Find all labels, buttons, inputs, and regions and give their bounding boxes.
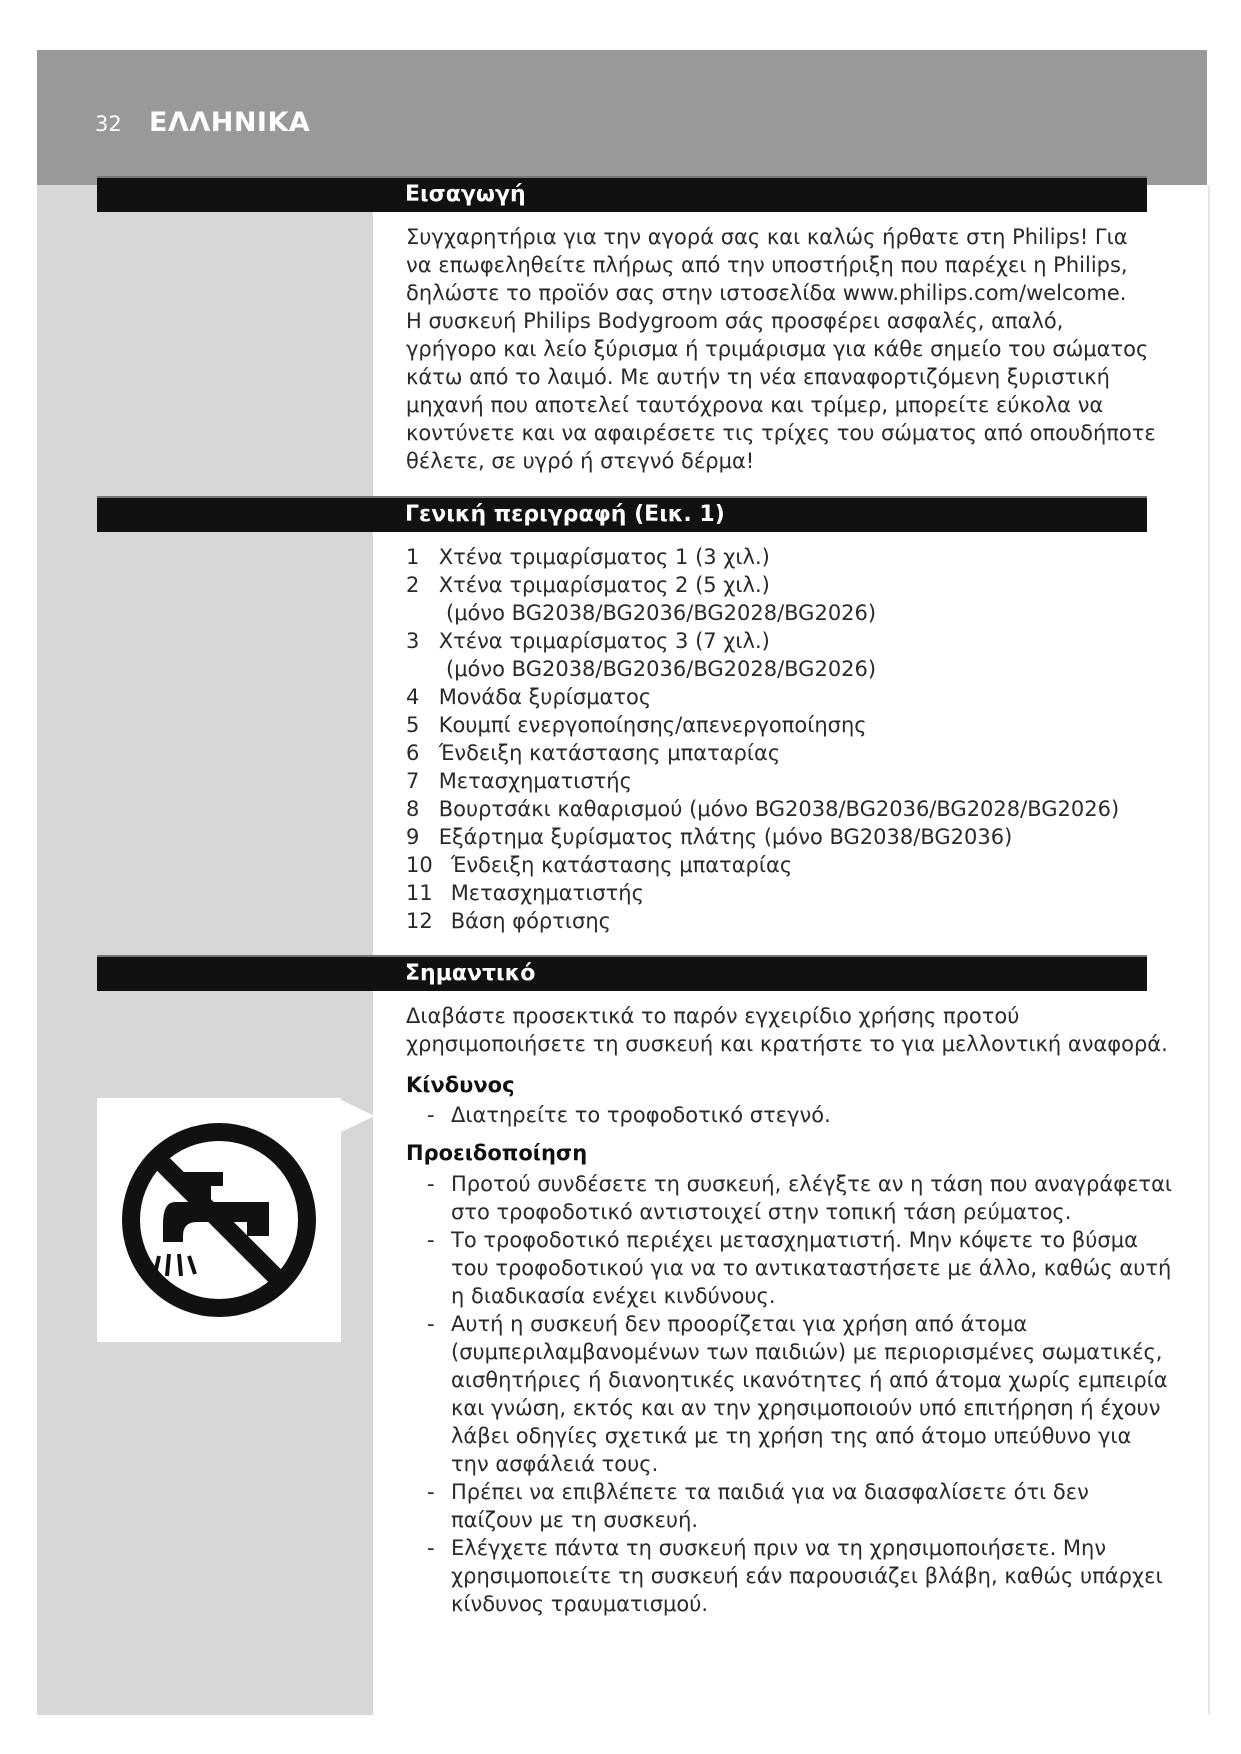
danger-list	[406, 1101, 1151, 1129]
list-item: 3 Χτένα τριμαρίσματος 3 (7 χιλ.)	[406, 629, 770, 653]
no-water-tap-icon	[97, 1098, 341, 1342]
list-item: 8 Βουρτσάκι καθαρισμού (μόνο BG2038/BG2036/BG2028/BG2026)	[406, 797, 1120, 821]
warning-symbol-box	[97, 1098, 341, 1342]
section-title-intro: Εισαγωγή	[405, 182, 526, 207]
list-item: 12 Βάση φόρτισης	[406, 909, 611, 933]
list-item: 10 Ένδειξη κατάστασης μπαταρίας	[406, 853, 793, 877]
list-item: 2 Χτένα τριμαρίσματος 2 (5 χιλ.)	[406, 573, 770, 597]
important-intro	[406, 1002, 1168, 1058]
parts-list	[406, 543, 1151, 935]
section-bar-important	[97, 955, 1147, 991]
danger-item: - Διατηρείτε το τροφοδοτικό στεγνό.	[427, 1103, 831, 1127]
page-number: 32	[95, 112, 122, 136]
section-bar-intro	[97, 176, 1147, 212]
warning-heading: Προειδοποίηση	[406, 1141, 588, 1165]
list-item: 5 Κουμπί ενεργοποίησης/απενεργοποίησης	[406, 713, 867, 737]
danger-heading: Κίνδυνος	[406, 1073, 515, 1097]
language-title: ΕΛΛΗΝΙΚΑ	[149, 107, 311, 138]
warning-list	[406, 1170, 1173, 1618]
list-item: 7 Μετασχηματιστής	[406, 769, 632, 793]
left-sidebar-column	[37, 185, 373, 1715]
intro-line: γρήγορο και λείο ξύρισμα ή τριμάρισμα για κάθε σημείο του σώματος	[406, 337, 1149, 361]
intro-line: Η συσκευή Philips Bodygroom σάς προσφέρει ασφαλές, απαλό,	[406, 309, 1064, 333]
intro-paragraph	[406, 223, 1156, 475]
list-item: 6 Ένδειξη κατάστασης μπαταρίας	[406, 741, 781, 765]
list-item: 9 Εξάρτημα ξυρίσματος πλάτης (μόνο BG2038/BG2036)	[406, 825, 1013, 849]
warning-item: - Πρέπει να επιβλέπετε τα παιδιά για να διασφαλίσετε ότι δεν παίζουν με τη συσκευή.	[427, 1480, 1089, 1532]
intro-line: θέλετε, σε υγρό ή στεγνό δέρμα!	[406, 449, 755, 473]
list-item-continuation: (μόνο BG2038/BG2036/BG2028/BG2026)	[446, 657, 877, 681]
warning-item: - Αυτή η συσκευή δεν προορίζεται για χρήση από άτομα (συμπεριλαμβανομένων των παιδιών) με περιορισμένες σωματικές, αισθητήριες ή διανοητικές ικανότητες ή από άτομα χωρίς εμπειρία και γνώση, εκτός και αν την χρησιμοποιούν υπό επιτήρηση ή έχουν λάβει οδηγίες σχετικά με τη χρήση της από άτομο υπεύθυνο για την ασφάλειά τους.	[427, 1312, 1168, 1476]
section-bar-general	[97, 496, 1147, 532]
intro-line: κοντύνετε και να αφαιρέσετε τις τρίχες του σώματος από οπουδήποτε	[406, 421, 1156, 445]
section-title-general: Γενική περιγραφή (Εικ. 1)	[405, 502, 725, 527]
important-intro-line: Διαβάστε προσεκτικά το παρόν εγχειρίδιο χρήσης προτού	[406, 1004, 1020, 1028]
list-item: 1 Χτένα τριμαρίσματος 1 (3 χιλ.)	[406, 545, 770, 569]
warning-item: - Το τροφοδοτικό περιέχει μετασχηματιστή. Μην κόψετε το βύσμα του τροφοδοτικού για να το αντικαταστήσετε με άλλο, καθώς αυτή η διαδικασία ενέχει κινδύνους.	[427, 1228, 1172, 1308]
callout-notch	[341, 1100, 375, 1132]
intro-line: δηλώστε το προϊόν σας στην ιστοσελίδα www.philips.com/welcome.	[406, 281, 1127, 305]
intro-line: μηχανή που αποτελεί ταυτόχρονα και τρίμερ, μπορείτε εύκολα να	[406, 393, 1104, 417]
intro-line: Συγχαρητήρια για την αγορά σας και καλώς ήρθατε στη Philips! Για	[406, 225, 1128, 249]
right-margin-rule	[1208, 185, 1210, 1715]
warning-item: - Ελέγχετε πάντα τη συσκευή πριν να τη χρησιμοποιήσετε. Μην χρησιμοποιείτε τη συσκευή εάν παρουσιάζει βλάβη, καθώς υπάρχει κίνδυνος τραυματισμού.	[427, 1536, 1163, 1616]
intro-line: κάτω από το λαιμό. Με αυτήν τη νέα επαναφορτιζόμενη ξυριστική	[406, 365, 1110, 389]
section-title-important: Σημαντικό	[405, 961, 536, 986]
important-intro-line: χρησιμοποιήσετε τη συσκευή και κρατήστε το για μελλοντική αναφορά.	[406, 1032, 1168, 1056]
intro-line: να επωφεληθείτε πλήρως από την υποστήριξη που παρέχει η Philips,	[406, 253, 1128, 277]
warning-item: - Προτού συνδέσετε τη συσκευή, ελέγξτε αν η τάση που αναγράφεται στο τροφοδοτικό αντιστοιχεί στην τοπική τάση ρεύματος.	[427, 1172, 1173, 1224]
list-item-continuation: (μόνο BG2038/BG2036/BG2028/BG2026)	[446, 601, 877, 625]
list-item: 11 Μετασχηματιστής	[406, 881, 644, 905]
list-item: 4 Μονάδα ξυρίσματος	[406, 685, 652, 709]
